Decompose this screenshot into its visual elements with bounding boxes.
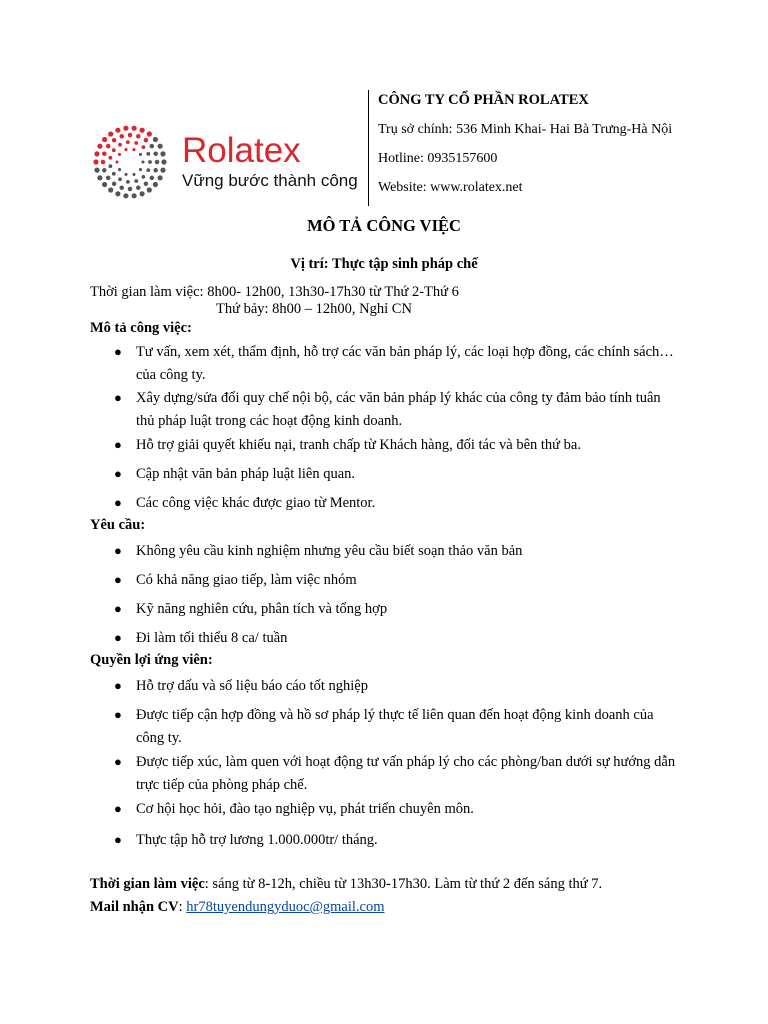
cv-email-link[interactable]: hr78tuyendungyduoc@gmail.com [186, 899, 385, 915]
logo-slogan: Vững bước thành công [182, 171, 358, 190]
footer-time-label: Thời gian làm việc [90, 876, 205, 892]
logo-dot [153, 151, 158, 156]
logo-dot [102, 151, 107, 156]
logo-dot [134, 141, 138, 145]
logo-dot [115, 128, 120, 133]
logo-dot [153, 168, 158, 173]
bullet-icon: ● [114, 707, 122, 722]
logo-dot [150, 176, 155, 181]
logo-dot [119, 185, 124, 190]
logo-dot [102, 168, 107, 173]
logo-dot [139, 153, 142, 156]
bullet-icon: ● [114, 801, 122, 816]
benefits-heading: Quyền lợi ứng viên: [90, 652, 213, 668]
list-item: Cập nhật văn bản pháp luật liên quan. [136, 466, 356, 482]
logo-dot [128, 133, 133, 138]
list-item: Xây dựng/sửa đổi quy chế nội bộ, các văn bản pháp lý khác của công ty đảm bảo tính tuân thủ pháp luật trong các hoạt động kinh doanh. [136, 390, 661, 429]
list-item: Được tiếp xúc, làm quen với hoạt động tư vấn pháp lý cho các phòng/ban dưới sự hướng dẫn trực tiếp của phòng pháp chế. [136, 754, 676, 793]
logo-dot [150, 144, 155, 149]
logo-dot [136, 185, 141, 190]
logo-dot [140, 191, 145, 196]
logo-dot [93, 159, 98, 164]
logo-dot [102, 182, 107, 187]
logo-wordmark: Rolatex [182, 131, 301, 170]
logo-dot [124, 173, 127, 176]
logo-dot [108, 187, 113, 192]
logo-dot [118, 168, 121, 171]
requirements-heading: Yêu cầu: [90, 517, 146, 533]
list-item: Các công việc khác được giao từ Mentor. [136, 495, 376, 511]
logo-dot [97, 175, 102, 180]
bullet-icon: ● [114, 344, 122, 359]
logo-dot [136, 134, 141, 139]
logo-dot [97, 144, 102, 149]
company-logo [90, 124, 380, 204]
logo-dot [148, 160, 152, 164]
logo-dot [134, 179, 138, 183]
working-time-line-1: Thời gian làm việc: 8h00- 12h00, 13h30-17h30 từ Thứ 2-Thứ 6 [90, 284, 459, 300]
logo-dot [106, 176, 111, 181]
logo-dot [161, 159, 166, 164]
logo-dot [102, 137, 107, 142]
logo-dot [101, 160, 106, 165]
logo-dot [106, 144, 111, 149]
logo-dot [112, 138, 117, 143]
list-item: Hỗ trợ giải quyết khiếu nại, tranh chấp từ Khách hàng, đối tác và bên thứ ba. [136, 437, 581, 453]
logo-dot [147, 131, 152, 136]
logo-dot [123, 193, 128, 198]
logo-dot [109, 164, 113, 168]
description-heading: Mô tả công việc: [90, 320, 192, 336]
logo-dot [141, 160, 144, 163]
logo-dot [142, 175, 146, 179]
list-item: Có khả năng giao tiếp, làm việc nhóm [136, 572, 357, 588]
bullet-icon: ● [114, 437, 122, 452]
logo-dot [123, 126, 128, 131]
footer-mail [90, 899, 385, 916]
company-website: Website: www.rolatex.net [378, 180, 523, 195]
list-item: Không yêu cầu kinh nghiệm nhưng yêu cầu biết soạn thảo văn bản [136, 543, 523, 559]
logo-dot [94, 151, 99, 156]
logo-dot [158, 144, 163, 149]
logo-dot [139, 168, 142, 171]
logo-dot [147, 187, 152, 192]
logo-dot [118, 143, 122, 147]
header-divider [368, 90, 369, 206]
logo-dot [142, 145, 146, 149]
logo-dot [146, 152, 150, 156]
logo-dot [126, 180, 130, 184]
logo-dot [119, 134, 124, 139]
bullet-icon: ● [114, 601, 122, 616]
list-item: Hỗ trợ dấu và số liệu báo cáo tốt nghiệp [136, 678, 368, 694]
logo-dot [128, 187, 133, 192]
bullet-icon: ● [114, 543, 122, 558]
logo-dot [112, 148, 116, 152]
logo-dot [115, 160, 118, 163]
footer-time-text: : sáng từ 8-12h, chiều từ 13h30-17h30. Làm từ thứ 2 đến sáng thứ 7. [204, 876, 603, 892]
bullet-icon: ● [114, 678, 122, 693]
logo-dot [144, 182, 149, 187]
list-item: Cơ hội học hỏi, đào tạo nghiệp vụ, phát triển chuyên môn. [136, 801, 474, 817]
logo-dot [94, 168, 99, 173]
bullet-icon: ● [114, 466, 122, 481]
logo-dot [126, 140, 130, 144]
working-time-line-2: Thứ bảy: 8h00 – 12h00, Nghỉ CN [216, 301, 412, 317]
logo-dot [153, 182, 158, 187]
logo-dot [118, 153, 121, 156]
logo-dot [112, 172, 116, 176]
logo-dot [132, 173, 135, 176]
bullet-icon: ● [114, 572, 122, 587]
logo-dot [158, 175, 163, 180]
logo-dot [146, 168, 150, 172]
logo-dot [108, 131, 113, 136]
logo-dot [132, 148, 135, 151]
footer-working-time [90, 876, 602, 893]
company-address: Trụ sở chính: 536 Minh Khai- Hai Bà Trưng-Hà Nội [378, 122, 673, 137]
logo-dot [124, 148, 127, 151]
logo-dot [112, 182, 117, 187]
logo-dot [132, 126, 137, 131]
logo-dot [140, 128, 145, 133]
logo-dot [160, 151, 165, 156]
company-hotline: Hotline: 0935157600 [378, 151, 498, 166]
rolatex-logo-graphic [90, 124, 380, 204]
list-item: Đi làm tối thiểu 8 ca/ tuần [136, 630, 288, 646]
logo-dot [132, 193, 137, 198]
list-item: Kỹ năng nghiên cứu, phân tích và tổng hợp [136, 601, 388, 617]
logo-dot [115, 191, 120, 196]
bullet-icon: ● [114, 832, 122, 847]
logo-dot [118, 177, 122, 181]
logo-dot [153, 137, 158, 142]
footer-mail-sep: : [178, 899, 187, 915]
company-name: CÔNG TY CỔ PHẦN ROLATEX [378, 92, 589, 108]
bullet-icon: ● [114, 630, 122, 645]
logo-dot [109, 156, 113, 160]
job-position: Vị trí: Thực tập sinh pháp chế [290, 256, 478, 272]
list-item: Tư vấn, xem xét, thẩm định, hỗ trợ các văn bản pháp lý, các loại hợp đồng, các chính sách… của công ty. [136, 344, 674, 383]
bullet-icon: ● [114, 495, 122, 510]
logo-dot [144, 138, 149, 143]
list-item: Thực tập hỗ trợ lương 1.000.000tr/ tháng. [136, 832, 378, 848]
logo-dot [155, 160, 160, 165]
document-title: MÔ TẢ CÔNG VIỆC [307, 216, 461, 235]
list-item: Được tiếp cận hợp đồng và hồ sơ pháp lý thực tế liên quan đến hoạt động kinh doanh của công ty. [136, 707, 654, 746]
footer-mail-label: Mail nhận CV [90, 899, 179, 915]
logo-dot [160, 168, 165, 173]
bullet-icon: ● [114, 754, 122, 769]
bullet-icon: ● [114, 390, 122, 405]
